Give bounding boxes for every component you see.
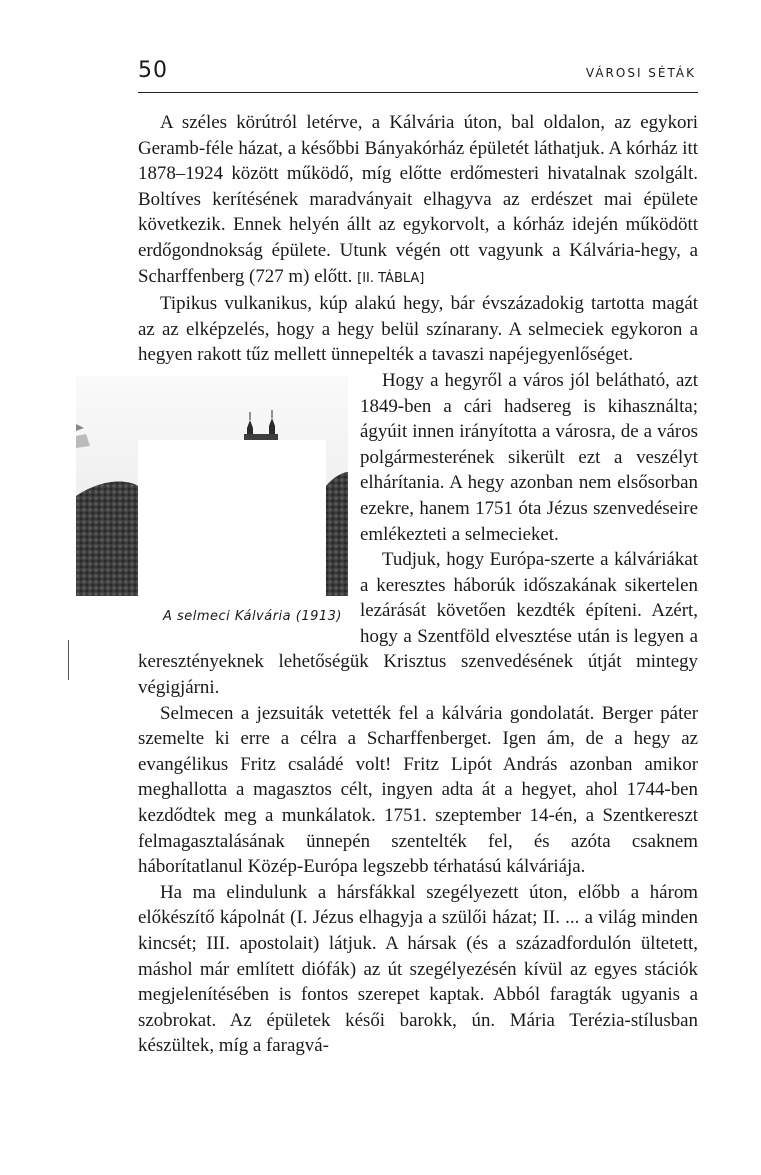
figure-caption: A selmeci Kálvária (1913) <box>162 608 342 624</box>
paragraph: Ha ma elindulunk a hársfákkal szegélyezett úton, előbb a három előkészítő kápolnát (I. Jézus elhagyja a szülői házat; II. ... a világ minden kincsét; III. apostolait) látjuk. A hársak (és a századfordulón ültetett, máshol már említett diófák) az út szegélyezésén kívül az egyes stációk megjelenítésében is fontos szerepet kaptak. Abból faragták ugyanis a szobrokat. Az épületek késői barokk, ún. Mária Terézia-stílusban készültek, míg a faragvá- <box>138 881 698 1057</box>
figure <box>68 368 348 628</box>
calvary-photo <box>76 376 348 596</box>
paragraph: A széles körútról letérve, a Kálvária úton, bal oldalon, az egykori Geramb-féle házat, a későbbi Bányakórház épületét láthatjuk. A kórház itt 1878–1924 között működő, míg előtte erdőmesteri hivatalnak szolgált. Boltíves kerítésének maradványait elhagyva az erdészet mai épülete következik. Ennek helyén állt az egykorvolt, a kórház idején működött erdőgondnokság épülete. Utunk végén ott vagyunk a Kálvária-hegy, a Scharffenberg (727 m) előtt. [II. TÁBLA] <box>138 112 698 287</box>
running-head: VÁROSI SÉTÁK <box>585 66 696 80</box>
paragraph: Tipikus vulkanikus, kúp alakú hegy, bár évszázadokig tartotta magát az az elképzelés, hogy a hegy belül színarany. A selmeciek egykoron a hegyen rakott tűz mellett ünnepelték a tavaszi napéjegyenlőséget. <box>138 293 698 366</box>
calvary-photo-image <box>76 376 348 596</box>
paragraph: Hogy a hegyről a város jól belátható, azt 1849-ben a cári hadsereg is kihasználta; ágyúit innen irányította a városra, de a város polgármesterének sikerült ezt a veszélyt elhárítania. A hegy azonban nem elsősorban ezekre, hanem 1751 óta Jézus szenvedéseire emlékezteti a selmecieket. <box>360 369 698 545</box>
page-number: 50 <box>138 58 168 83</box>
margin-mark <box>68 640 69 680</box>
paragraph: Selmecen a jezsuiták vetették fel a kálvária gondolatát. Berger páter szemelte ki erre a célra a Scharffenberget. Igen ám, de a hegy az evangélikus Fritz családé volt! Fritz Lipót András azonban amikor meghallotta a magasztos célt, ingyen adta át a hegyet, ahol 1744-ben kezdődtek meg a munkálatok. 1751. szeptember 14-én, a Szentkereszt felmagasztalásának ünnepén szentelték fel, és azóta csaknem háborítatlanul Közép-Európa legszebb térhatású kálváriája. <box>138 702 698 878</box>
plate-reference: [II. TÁBLA] <box>357 270 425 286</box>
paragraph: Tudjuk, hogy Európa-szerte a kálváriákat a keresztes háborúk időszakának sikertelen lezárását követően kezdték építeni. Azért, hogy a Szentföld elvesztése után is legyen a keresztényeknek lehetőségük Krisztus szenvedésének útját mintegy végigjárni. <box>138 549 698 699</box>
page-header <box>138 56 698 93</box>
body-text <box>138 110 698 1059</box>
